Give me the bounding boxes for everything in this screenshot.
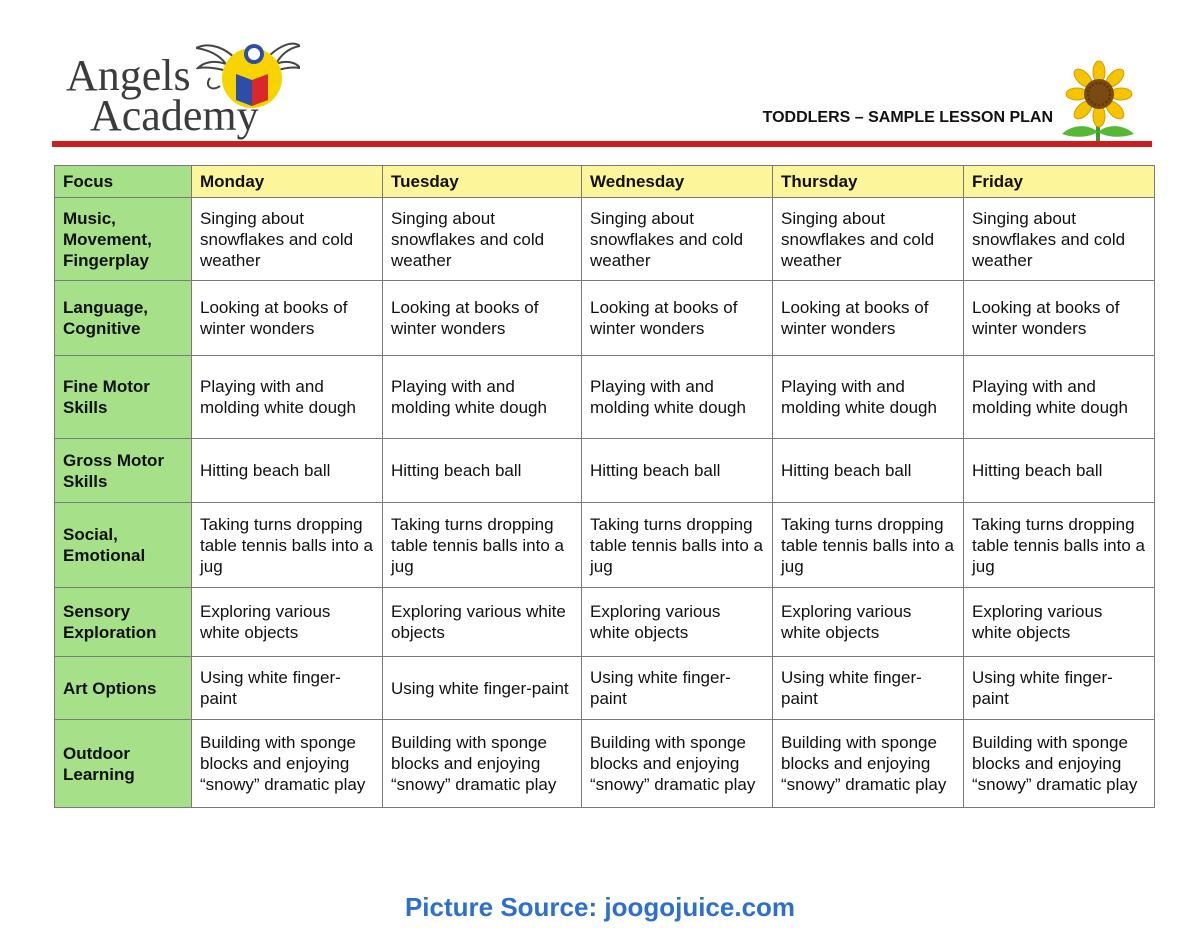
table-cell: Hitting beach ball — [383, 439, 582, 503]
header-focus: Focus — [55, 166, 192, 198]
table-header-row — [55, 166, 1155, 198]
table-cell: Looking at books of winter wonders — [964, 281, 1155, 356]
table-cell: Exploring various white objects — [582, 588, 773, 657]
table-cell: Taking turns dropping table tennis balls into a jug — [383, 503, 582, 588]
table-row — [55, 503, 1155, 588]
table-row — [55, 588, 1155, 657]
table-cell: Hitting beach ball — [964, 439, 1155, 503]
table-cell: Singing about snowflakes and cold weather — [964, 198, 1155, 281]
table-row — [55, 198, 1155, 281]
page-title: TODDLERS – SAMPLE LESSON PLAN — [762, 109, 1053, 126]
table-cell: Building with sponge blocks and enjoying “snowy” dramatic play — [582, 720, 773, 808]
lesson-plan-table — [54, 165, 1155, 808]
logo-text-academy: Academy — [90, 91, 259, 140]
sunflower-icon — [1058, 60, 1140, 142]
table-cell: Building with sponge blocks and enjoying “snowy” dramatic play — [383, 720, 582, 808]
table-cell: Using white finger-paint — [383, 657, 582, 720]
table-cell: Exploring various white objects — [192, 588, 383, 657]
table-cell: Singing about snowflakes and cold weather — [582, 198, 773, 281]
table-cell: Looking at books of winter wonders — [192, 281, 383, 356]
table-cell: Playing with and molding white dough — [773, 356, 964, 439]
table-cell: Singing about snowflakes and cold weather — [192, 198, 383, 281]
table-cell: Playing with and molding white dough — [192, 356, 383, 439]
header-divider — [52, 141, 1152, 147]
table-cell: Taking turns dropping table tennis balls into a jug — [773, 503, 964, 588]
table-cell: Building with sponge blocks and enjoying “snowy” dramatic play — [773, 720, 964, 808]
focus-cell: Social, Emotional — [55, 503, 192, 588]
logo-text-angels: Angels — [66, 51, 191, 100]
table-cell: Looking at books of winter wonders — [773, 281, 964, 356]
table-cell: Taking turns dropping table tennis balls into a jug — [964, 503, 1155, 588]
table-row — [55, 281, 1155, 356]
angels-academy-logo — [62, 34, 302, 140]
picture-source-caption: Picture Source: joogojuice.com — [404, 892, 796, 922]
table-cell: Exploring various white objects — [383, 588, 582, 657]
table-cell: Using white finger-paint — [192, 657, 383, 720]
focus-cell: Fine Motor Skills — [55, 356, 192, 439]
table-cell: Taking turns dropping table tennis balls into a jug — [582, 503, 773, 588]
table-cell: Taking turns dropping table tennis balls into a jug — [192, 503, 383, 588]
table-cell: Exploring various white objects — [773, 588, 964, 657]
table-cell: Using white finger-paint — [582, 657, 773, 720]
focus-cell: Art Options — [55, 657, 192, 720]
table-cell: Looking at books of winter wonders — [383, 281, 582, 356]
table-row — [55, 720, 1155, 808]
table-cell: Playing with and molding white dough — [582, 356, 773, 439]
table-cell: Singing about snowflakes and cold weather — [773, 198, 964, 281]
table-cell: Playing with and molding white dough — [383, 356, 582, 439]
focus-cell: Language, Cognitive — [55, 281, 192, 356]
focus-cell: Sensory Exploration — [55, 588, 192, 657]
header-friday: Friday — [964, 166, 1155, 198]
table-row — [55, 439, 1155, 503]
table-cell: Playing with and molding white dough — [964, 356, 1155, 439]
header-tuesday: Tuesday — [383, 166, 582, 198]
table-cell: Looking at books of winter wonders — [582, 281, 773, 356]
table-cell: Hitting beach ball — [582, 439, 773, 503]
focus-cell: Music, Movement, Fingerplay — [55, 198, 192, 281]
table-cell: Using white finger-paint — [773, 657, 964, 720]
table-row — [55, 356, 1155, 439]
header-monday: Monday — [192, 166, 383, 198]
table-cell: Building with sponge blocks and enjoying “snowy” dramatic play — [964, 720, 1155, 808]
focus-cell: Gross Motor Skills — [55, 439, 192, 503]
header-thursday: Thursday — [773, 166, 964, 198]
table-cell: Hitting beach ball — [773, 439, 964, 503]
table-row — [55, 657, 1155, 720]
table-cell: Singing about snowflakes and cold weather — [383, 198, 582, 281]
table-cell: Building with sponge blocks and enjoying “snowy” dramatic play — [192, 720, 383, 808]
focus-cell: Outdoor Learning — [55, 720, 192, 808]
table-cell: Using white finger-paint — [964, 657, 1155, 720]
table-cell: Exploring various white objects — [964, 588, 1155, 657]
header-wednesday: Wednesday — [582, 166, 773, 198]
table-cell: Hitting beach ball — [192, 439, 383, 503]
